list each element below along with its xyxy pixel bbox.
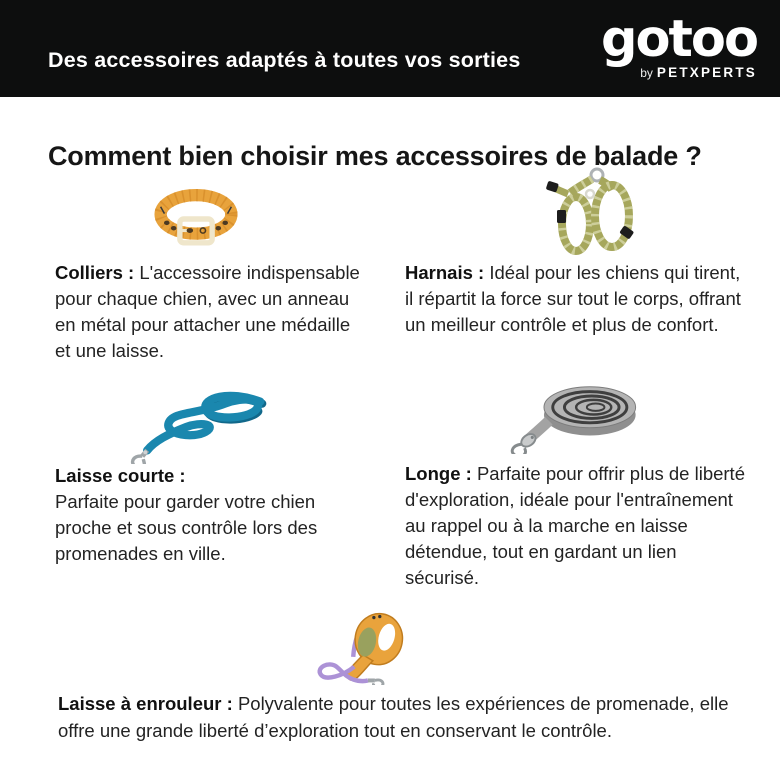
colliers-label: Colliers : bbox=[55, 262, 135, 283]
header-tagline: Des accessoires adaptés à toutes vos sorties bbox=[48, 48, 521, 72]
dog-harness-icon bbox=[534, 166, 639, 263]
long-line-icon bbox=[503, 376, 661, 459]
harnais-description: Harnais : Idéal pour les chiens qui tirent, il répartit la force sur tout le corps, offrant un meilleur contrôle et plus de confort. bbox=[405, 262, 741, 335]
retractable-leash-icon bbox=[308, 611, 426, 690]
laisse-courte-description: Laisse courte : Parfaite pour garder votre chien proche et sous contrôle lors des promenades en ville. bbox=[55, 463, 372, 567]
longe-description: Longe : Parfaite pour offrir plus de liberté d'exploration, idéale pour l'entraînement au rappel ou à la marche en laisse détendue, tout en gardant un lien sécurisé. bbox=[405, 463, 745, 588]
brand-logo bbox=[601, 10, 757, 81]
laisse-courte-label: Laisse courte : bbox=[55, 465, 186, 486]
dog-collar-icon bbox=[146, 184, 246, 259]
laisse-enrouleur-label: Laisse à enrouleur : bbox=[58, 693, 233, 714]
laisse-enrouleur-description: Laisse à enrouleur : Polyvalente pour toutes les expériences de promenade, elle offre une grande liberté d’exploration tout en conservant le contrôle. bbox=[58, 693, 729, 741]
header-bar bbox=[0, 0, 780, 97]
gotoo-wordmark: gotoo bbox=[601, 10, 757, 69]
petxperts-wordmark: PETXPERTS bbox=[656, 64, 757, 80]
colliers-description: Colliers : L'accessoire indispensable pour chaque chien, avec un anneau en métal pour attacher une médaille et une laisse. bbox=[55, 262, 360, 361]
longe-label: Longe : bbox=[405, 463, 472, 484]
page-title: Comment bien choisir mes accessoires de balade ? bbox=[48, 141, 702, 172]
short-leash-icon bbox=[110, 388, 275, 469]
harnais-label: Harnais : bbox=[405, 262, 485, 283]
byline-prefix: by bbox=[640, 65, 653, 80]
